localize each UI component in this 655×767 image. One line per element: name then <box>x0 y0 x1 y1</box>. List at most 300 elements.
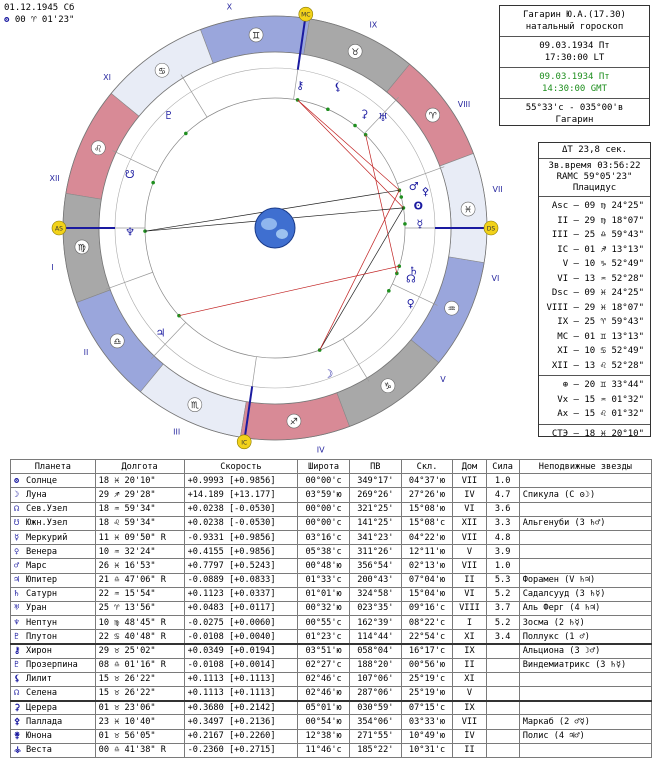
planet-name-cell <box>11 502 96 516</box>
cusp-item: IX – 25 ♈ 59°43" <box>557 317 644 327</box>
angle-label: AS <box>55 225 63 233</box>
declination-cell: 08°22'с <box>401 616 453 630</box>
speed-cell: +0.4155 [+0.9856] <box>184 545 298 559</box>
longitude-cell: 29 ♉ 25'02" <box>95 644 184 658</box>
house-cell: IV <box>453 729 486 743</box>
ra-cell: 341°23' <box>349 530 401 544</box>
column-header: Скорость <box>184 460 298 474</box>
fixed-stars-cell: Форамен (V ♄♃) <box>519 573 651 587</box>
house-number-label: V <box>440 375 446 385</box>
sidereal-time: Зв.время 03:56:22 <box>548 161 641 171</box>
planet-dot <box>403 222 407 226</box>
declination-cell: 07°15'с <box>401 701 453 715</box>
declination-cell: 04°22'ю <box>401 530 453 544</box>
planet-name-cell <box>11 474 96 488</box>
longitude-cell: 11 ♓ 09'50" R <box>95 530 184 544</box>
planet-glyph-icon: ♇ <box>14 660 20 671</box>
latitude-cell: 12°38'ю <box>298 729 350 743</box>
cusp-item: MC – 01 ♊ 13°13" <box>557 331 644 342</box>
natal-wheel <box>49 2 503 455</box>
declination-cell: 10°31'с <box>401 743 453 757</box>
planet-glyph-icon: ☊ <box>14 688 20 699</box>
declination-cell: 27°26'ю <box>401 488 453 502</box>
longitude-cell: 26 ♓ 16'53" <box>95 559 184 573</box>
planet-name-cell <box>11 743 96 757</box>
planet-name: Уран <box>26 603 47 614</box>
planet-glyph-icon: ʘ <box>413 199 423 213</box>
speed-cell: +0.9993 [+0.9856] <box>184 474 298 488</box>
house-number-label: VI <box>491 273 500 283</box>
fixed-stars-cell <box>519 743 651 757</box>
house-cell: VII <box>453 715 486 729</box>
sign-glyph-icon: ♋ <box>158 66 167 77</box>
planet-name-cell <box>11 601 96 615</box>
planet-glyph-icon: ♅ <box>378 110 388 124</box>
planet-glyph-icon: ☋ <box>124 167 135 181</box>
house-cell: XII <box>453 516 486 530</box>
planet-name: Марс <box>26 560 47 571</box>
latitude-cell: 02°46'ю <box>298 687 350 701</box>
latitude-cell: 03°59'ю <box>298 488 350 502</box>
planet-name: Нептун <box>26 617 58 628</box>
planet-glyph-icon: ♇ <box>163 109 174 123</box>
column-header: Сила <box>486 460 519 474</box>
ra-cell: 162°39' <box>349 616 401 630</box>
declination-cell: 15°08'ю <box>401 502 453 516</box>
power-cell: 5.2 <box>486 587 519 601</box>
fixed-stars-cell <box>519 701 651 715</box>
ra-cell: 141°25' <box>349 516 401 530</box>
planet-name-cell <box>11 630 96 644</box>
planet-name: Южн.Узел <box>26 518 68 529</box>
house-cell: VI <box>453 502 486 516</box>
longitude-cell: 15 ♉ 26'22" <box>95 672 184 686</box>
cusp-item: VI – 13 ♒ 52°28" <box>557 273 644 284</box>
planet-name-cell <box>11 729 96 743</box>
planet-glyph-icon: ☽ <box>14 489 20 500</box>
ra-cell: 107°06' <box>349 672 401 686</box>
house-number-label: XI <box>103 72 111 82</box>
cusp-item: V – 10 ♑ 52°49" <box>562 259 644 269</box>
longitude-cell: 23 ♓ 10'40" <box>95 715 184 729</box>
speed-cell: -0.2360 [+0.2715] <box>184 743 298 757</box>
planet-name: Селена <box>26 688 58 699</box>
planet-glyph-icon: ⚸ <box>334 80 343 94</box>
angle-label: DS <box>486 225 496 233</box>
house-number-label: IX <box>369 20 378 30</box>
house-cell: VIII <box>453 601 486 615</box>
planet-name: Лилит <box>26 674 52 685</box>
fixed-stars-cell: Спикула (С ʘ☽) <box>519 488 651 502</box>
planet-glyph-icon: ♆ <box>14 617 20 628</box>
planet-name-cell <box>11 530 96 544</box>
speed-cell: +0.0483 [+0.0117] <box>184 601 298 615</box>
planet-glyph-icon: ⚵ <box>14 731 21 742</box>
longitude-cell: 15 ♉ 26'22" <box>95 687 184 701</box>
sun-position-text: 00 ♈ 01'23" <box>14 15 75 25</box>
speed-cell: +0.7797 [+0.5243] <box>184 559 298 573</box>
fixed-stars-cell: Альциона (3 ☽♂) <box>519 644 651 658</box>
planet-name: Солнце <box>26 475 58 486</box>
sign-glyph-icon: ♑ <box>383 382 392 393</box>
fixed-stars-cell: Поллукс (1 ♂) <box>519 630 651 644</box>
ra-cell: 356°54' <box>349 559 401 573</box>
house-cell: II <box>453 573 486 587</box>
planet-name: Венера <box>26 546 58 557</box>
table-row <box>11 616 652 630</box>
planet-name: Юнона <box>26 731 52 742</box>
coordinates: 55°33'с - 035°00'в <box>525 103 624 113</box>
table-row <box>11 545 652 559</box>
person-info-box <box>499 5 650 126</box>
table-row <box>11 743 652 757</box>
planet-glyph-icon: ♂ <box>14 560 20 571</box>
local-date: 09.03.1934 Пт <box>539 41 610 51</box>
speed-cell: +0.1113 [+0.1113] <box>184 687 298 701</box>
fixed-stars-cell: Садалсууд (3 ♄☿) <box>519 587 651 601</box>
ra-cell: 188°20' <box>349 658 401 672</box>
fixed-stars-cell <box>519 474 651 488</box>
power-cell <box>486 644 519 658</box>
planet-name-cell <box>11 715 96 729</box>
speed-cell: -0.9331 [+0.9856] <box>184 530 298 544</box>
planet-glyph-icon: ♅ <box>14 603 20 614</box>
cusp-item: XI – 10 ♋ 52°49" <box>557 346 644 356</box>
planet-dot <box>326 107 330 111</box>
longitude-cell: 29 ♐ 29'28" <box>95 488 184 502</box>
house-cell: VII <box>453 474 486 488</box>
planet-glyph-icon: ♇ <box>14 631 20 642</box>
longitude-cell: 22 ♒ 15'54" <box>95 587 184 601</box>
fixed-stars-cell: Маркаб (2 ♂☿) <box>519 715 651 729</box>
table-row <box>11 587 652 601</box>
planet-glyph-icon: ♃ <box>14 575 20 586</box>
house-cell: VII <box>453 530 486 544</box>
power-cell: 5.3 <box>486 573 519 587</box>
power-cell <box>486 658 519 672</box>
planet-name-cell <box>11 687 96 701</box>
cusp-item: II – 29 ♍ 18°07" <box>557 215 644 226</box>
longitude-cell: 10 ♒ 32'24" <box>95 545 184 559</box>
planet-dot <box>399 195 403 199</box>
planet-name: Меркурий <box>26 532 68 543</box>
planet-glyph-icon: ☿ <box>14 532 20 543</box>
planet-name-cell <box>11 559 96 573</box>
latitude-cell: 00°55'с <box>298 616 350 630</box>
speed-cell: +0.1123 [+0.0337] <box>184 587 298 601</box>
planet-glyph-icon: ⚳ <box>360 107 369 121</box>
longitude-cell: 22 ♋ 40'48" R <box>95 630 184 644</box>
latitude-cell: 02°46'с <box>298 672 350 686</box>
sign-glyph-icon: ♐ <box>289 417 298 428</box>
column-header: Широта <box>298 460 350 474</box>
house-system: Плацидус <box>572 183 617 193</box>
longitude-cell: 01 ♉ 56'05" <box>95 729 184 743</box>
planet-name-cell <box>11 516 96 530</box>
planet-dot <box>151 181 155 185</box>
house-cell: IX <box>453 644 486 658</box>
planet-glyph-icon: ♄ <box>408 264 419 278</box>
table-row <box>11 601 652 615</box>
angle-label: IC <box>241 439 248 447</box>
cusp-item: VIII – 29 ♓ 18°07" <box>546 302 644 313</box>
planet-name-cell <box>11 701 96 715</box>
planet-name: Юпитер <box>26 575 58 586</box>
ra-cell: 200°43' <box>349 573 401 587</box>
planet-name-cell <box>11 644 96 658</box>
planet-glyph-icon: ♀ <box>406 296 415 310</box>
sign-glyph-icon: ♎ <box>113 337 122 348</box>
planet-name-cell <box>11 658 96 672</box>
declination-cell: 25°19'с <box>401 672 453 686</box>
planet-glyph-icon: ⚴ <box>421 185 430 199</box>
power-cell: 3.6 <box>486 502 519 516</box>
house-number-label: II <box>83 347 89 357</box>
gmt-time: 14:30:00 GMT <box>541 84 608 94</box>
house-cell: V <box>453 687 486 701</box>
table-row <box>11 474 652 488</box>
time-info-box <box>538 142 651 437</box>
house-cell: XI <box>453 630 486 644</box>
planet-dot <box>387 289 391 293</box>
column-header: Дом <box>453 460 486 474</box>
speed-cell: +0.2167 [+0.2260] <box>184 729 298 743</box>
planet-glyph-icon: ⚷ <box>14 646 21 657</box>
column-header: Неподвижные звезды <box>519 460 651 474</box>
declination-cell: 15°08'с <box>401 516 453 530</box>
planet-glyph-icon: ʘ <box>14 475 20 486</box>
column-header: Планета <box>11 460 96 474</box>
speed-cell: +0.0238 [-0.0530] <box>184 516 298 530</box>
power-cell: 4.7 <box>486 488 519 502</box>
fixed-stars-cell: Аль Ферг (4 ♄♃) <box>519 601 651 615</box>
fixed-stars-cell: Виндемиатрикс (3 ♄☿) <box>519 658 651 672</box>
table-row <box>11 502 652 516</box>
longitude-cell: 08 ♎ 01'16" R <box>95 658 184 672</box>
planet-name: Паллада <box>26 716 63 727</box>
house-number-label: VIII <box>457 100 471 110</box>
house-number-label: IV <box>316 445 325 455</box>
declination-cell: 16°17'с <box>401 644 453 658</box>
power-cell: 3.9 <box>486 545 519 559</box>
angle-label: MC <box>301 11 311 19</box>
planet-glyph-icon: ⚸ <box>14 674 21 685</box>
table-row <box>11 729 652 743</box>
ra-cell: 271°55' <box>349 729 401 743</box>
house-cell: VII <box>453 559 486 573</box>
ra-cell: 030°59' <box>349 701 401 715</box>
table-row <box>11 488 652 502</box>
speed-cell: +0.0238 [-0.0530] <box>184 502 298 516</box>
longitude-cell: 25 ♈ 13'56" <box>95 601 184 615</box>
table-header-row <box>11 460 652 474</box>
cusp-list <box>539 197 650 376</box>
cusp-item: XII – 13 ♌ 52°28" <box>551 360 644 371</box>
sun-icon: ʘ <box>4 15 10 25</box>
ra-cell: 287°06' <box>349 687 401 701</box>
declination-cell: 09°16'с <box>401 601 453 615</box>
local-time: 17:30:00 LT <box>544 53 605 63</box>
declination-cell: 07°04'ю <box>401 573 453 587</box>
power-cell <box>486 672 519 686</box>
planet-name: Хирон <box>26 646 52 657</box>
planet-glyph-icon: ☽ <box>323 367 334 381</box>
planet-dot <box>353 124 357 128</box>
sign-glyph-icon: ♍ <box>77 243 86 254</box>
planet-glyph-icon: ☿ <box>416 217 424 231</box>
ra-cell: 311°26' <box>349 545 401 559</box>
ra-cell: 023°35' <box>349 601 401 615</box>
ra-cell: 324°58' <box>349 587 401 601</box>
speed-cell: -0.0889 [+0.0833] <box>184 573 298 587</box>
column-header: ПВ <box>349 460 401 474</box>
declination-cell: 15°04'ю <box>401 587 453 601</box>
power-cell: 1.0 <box>486 474 519 488</box>
ramc: RAMC 59°05'23" <box>556 172 633 182</box>
planet-glyph-icon: ⚷ <box>296 79 305 93</box>
longitude-cell: 18 ♒ 59'34" <box>95 502 184 516</box>
table-row <box>11 715 652 729</box>
sign-glyph-icon: ♌ <box>94 144 103 155</box>
earth-land <box>276 229 288 239</box>
declination-cell: 12°11'ю <box>401 545 453 559</box>
ra-cell: 269°26' <box>349 488 401 502</box>
speed-cell: +14.189 [+13.177] <box>184 488 298 502</box>
table-row <box>11 516 652 530</box>
point-item: ⊕ – 20 ♊ 33°44" <box>562 380 644 390</box>
ra-cell: 114°44' <box>349 630 401 644</box>
latitude-cell: 01°01'ю <box>298 587 350 601</box>
house-cell: II <box>453 743 486 757</box>
longitude-cell: 00 ♎ 41'38" R <box>95 743 184 757</box>
latitude-cell: 05°01'ю <box>298 701 350 715</box>
latitude-cell: 01°33'с <box>298 573 350 587</box>
planet-glyph-icon: ☊ <box>406 272 416 286</box>
planet-glyph-icon: ⚶ <box>14 745 22 756</box>
latitude-cell: 00°00'с <box>298 502 350 516</box>
planet-glyph-icon: ♄ <box>14 589 20 600</box>
table-row <box>11 559 652 573</box>
power-cell <box>486 701 519 715</box>
latitude-cell: 00°32'ю <box>298 601 350 615</box>
latitude-cell: 00°48'ю <box>298 559 350 573</box>
table-row <box>11 644 652 658</box>
planet-name-cell <box>11 573 96 587</box>
point-list <box>539 376 650 425</box>
planet-name: Сев.Узел <box>26 504 68 515</box>
table-body <box>11 474 652 758</box>
longitude-cell: 18 ♓ 20'10" <box>95 474 184 488</box>
power-cell: 4.8 <box>486 530 519 544</box>
chart-type: натальный гороскоп <box>525 22 624 32</box>
table-row <box>11 701 652 715</box>
ra-cell: 349°17' <box>349 474 401 488</box>
fixed-stars-cell <box>519 502 651 516</box>
planet-table <box>10 459 652 758</box>
fixed-stars-cell <box>519 545 651 559</box>
ra-cell: 321°25' <box>349 502 401 516</box>
declination-cell: 04°37'ю <box>401 474 453 488</box>
delta-t: ΔT 23,8 сек. <box>561 145 628 155</box>
planet-name: Сатурн <box>26 589 58 600</box>
house-cell: XI <box>453 672 486 686</box>
latitude-cell: 03°16'с <box>298 530 350 544</box>
planet-name-cell <box>11 672 96 686</box>
sign-glyph-icon: ♉ <box>351 47 360 58</box>
longitude-cell: 18 ♌ 59'34" <box>95 516 184 530</box>
speed-cell: -0.0275 [+0.0060] <box>184 616 298 630</box>
point-item: Ax – 15 ♌ 01°32" <box>557 409 644 419</box>
planet-glyph-icon: ♂ <box>408 179 419 193</box>
latitude-cell: 05°38'с <box>298 545 350 559</box>
fixed-stars-cell <box>519 559 651 573</box>
planet-name: Веста <box>26 745 52 756</box>
planet-glyph-icon: ☋ <box>14 518 20 529</box>
power-cell <box>486 729 519 743</box>
point-item: Vx – 15 ♒ 01°32" <box>557 394 644 405</box>
cusp-item: Dsc – 09 ♓ 24°25" <box>551 288 644 298</box>
planet-glyph-icon: ♆ <box>125 225 135 239</box>
earth-land <box>261 218 277 230</box>
power-cell: 3.7 <box>486 601 519 615</box>
longitude-cell: 01 ♉ 23'06" <box>95 701 184 715</box>
sign-glyph-icon: ♒ <box>447 304 456 315</box>
power-cell <box>486 743 519 757</box>
declination-cell: 00°56'ю <box>401 658 453 672</box>
table-row <box>11 658 652 672</box>
latitude-cell: 00°00'с <box>298 474 350 488</box>
planet-dot <box>318 348 322 352</box>
column-header: Скл. <box>401 460 453 474</box>
person-name: Гагарин Ю.А.(17.30) <box>523 10 626 20</box>
latitude-cell: 03°51'ю <box>298 644 350 658</box>
house-cell: V <box>453 545 486 559</box>
fixed-stars-cell: Полис (4 ♃♂) <box>519 729 651 743</box>
speed-cell: +0.1113 [+0.1113] <box>184 672 298 686</box>
latitude-cell: 11°46'с <box>298 743 350 757</box>
power-cell <box>486 715 519 729</box>
chart-date: 01.12.1945 Сб <box>4 3 75 13</box>
planet-name-cell <box>11 545 96 559</box>
sign-glyph-icon: ♊ <box>252 31 261 42</box>
fixed-stars-cell <box>519 530 651 544</box>
place-name: Гагарин <box>555 115 594 125</box>
ra-cell: 354°06' <box>349 715 401 729</box>
planet-name-cell <box>11 488 96 502</box>
ste-value: СТЭ – 18 ♓ 20°10" <box>551 428 644 439</box>
fixed-stars-cell <box>519 687 651 701</box>
speed-cell: +0.0349 [+0.0194] <box>184 644 298 658</box>
longitude-cell: 10 ♍ 48'45" R <box>95 616 184 630</box>
gmt-date: 09.03.1934 Пт <box>539 72 610 82</box>
longitude-cell: 21 ♎ 47'06" R <box>95 573 184 587</box>
planet-name: Плутон <box>26 631 58 642</box>
house-cell: IV <box>453 488 486 502</box>
table-row <box>11 630 652 644</box>
house-number-label: I <box>51 263 54 273</box>
declination-cell: 22°54'с <box>401 630 453 644</box>
house-number-label: X <box>226 2 233 12</box>
planet-name-cell <box>11 587 96 601</box>
power-cell: 1.0 <box>486 559 519 573</box>
fixed-stars-cell <box>519 672 651 686</box>
planet-glyph-icon: ⚴ <box>14 716 21 727</box>
planet-dot <box>184 132 188 136</box>
fixed-stars-cell: Альгенуби (3 ♄♂) <box>519 516 651 530</box>
column-header: Долгота <box>95 460 184 474</box>
speed-cell: -0.0108 [+0.0014] <box>184 658 298 672</box>
latitude-cell: 01°23'с <box>298 630 350 644</box>
